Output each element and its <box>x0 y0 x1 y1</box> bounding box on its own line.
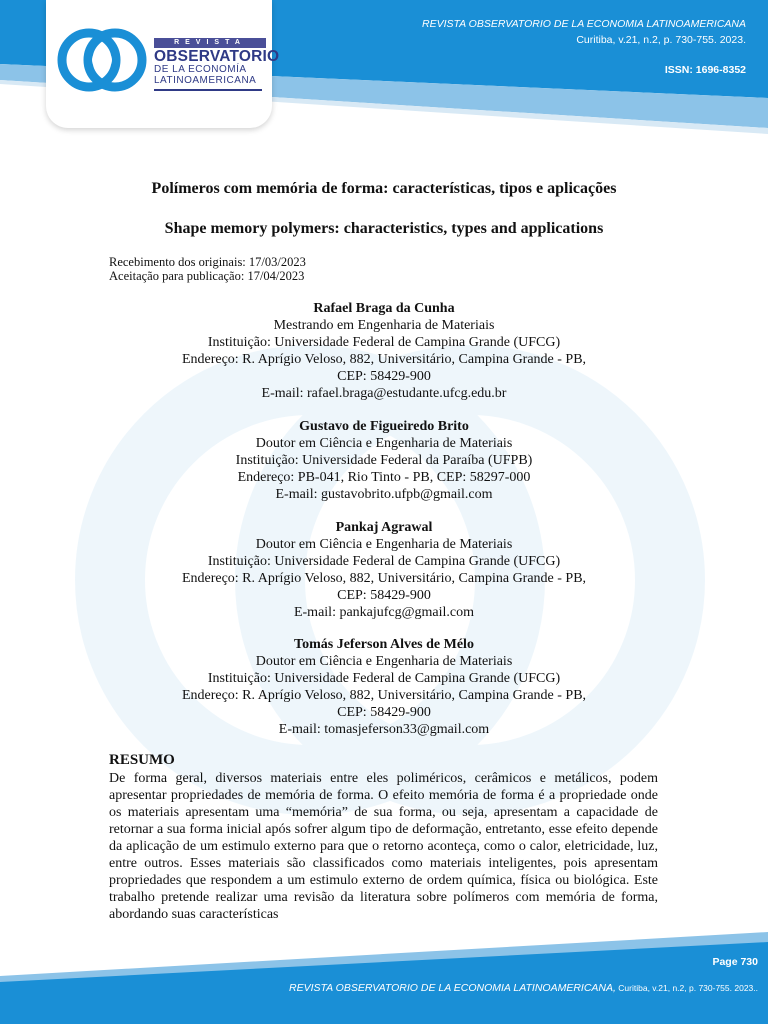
logo-line1: DE LA ECONOMÍA <box>154 64 247 75</box>
abstract-text: De forma geral, diversos materiais entre eles poliméricos, cerâmicos e metálicos, podem apresentar propriedades de memória de forma. O efeito memória de forma é a propriedade onde os materiais apresentam uma “memória” de sua forma, ou seja, apresentam a capacidade de retornar a sua forma inicial após sofrer algum tipo de deformação, entretanto, esse efeito depende da aplicação de um estimulo externo para que o retorno aconteça, como o calor, eletricidade, luz, entre outros. Esses materiais são classificados como materiais inteligentes, pois apresentam propriedades que respondem a um estimulo externo de ordem química, física ou biológica. Este trabalho pretende realizar uma revisão da literatura sobre polímeros com memória de forma, abordando suas características <box>109 771 658 922</box>
header-issn: ISSN: 1696-8352 <box>664 64 746 76</box>
header-info <box>422 16 746 76</box>
logo-revista: REVISTA <box>154 38 266 48</box>
logo-observatorio: OBSERVATORIO <box>154 48 280 65</box>
logo-rings-icon <box>56 27 148 93</box>
author-degree: Doutor em Ciência e Engenharia de Materiais <box>255 654 513 669</box>
footer-journal: REVISTA OBSERVATORIO DE LA ECONOMIA LATINOAMERICANA, <box>288 982 616 994</box>
author-email: E-mail: gustavobrito.ufpb@gmail.com <box>275 487 493 502</box>
footer-citation-detail: Curitiba, v.21, n.2, p. 730-755. 2023.. <box>615 983 758 993</box>
author-cep: CEP: 58429-900 <box>337 705 431 720</box>
author-institution: Instituição: Universidade Federal de Campina Grande (UFCG) <box>207 335 561 350</box>
journal-logo <box>46 0 280 128</box>
logo-line2: LATINOAMERICANA <box>154 74 257 86</box>
abstract-heading: RESUMO <box>109 752 175 768</box>
author-email: E-mail: rafael.braga@estudante.ufcg.edu.br <box>261 386 507 401</box>
received-date: Recebimento dos originais: 17/03/2023 <box>109 255 306 269</box>
logo-underline <box>154 89 262 91</box>
author-degree: Mestrando em Engenharia de Materiais <box>273 318 495 333</box>
author-name: Rafael Braga da Cunha <box>313 301 455 316</box>
author-block <box>0 636 768 738</box>
author-block <box>0 519 768 621</box>
footer-citation <box>289 982 758 994</box>
author-address: Endereço: R. Aprígio Veloso, 882, Universitário, Campina Grande - PB, <box>181 688 587 703</box>
author-block <box>0 300 768 402</box>
author-name: Pankaj Agrawal <box>335 520 433 535</box>
author-name: Gustavo de Figueiredo Brito <box>299 419 469 434</box>
author-institution: Instituição: Universidade Federal de Campina Grande (UFCG) <box>207 554 561 569</box>
author-institution: Instituição: Universidade Federal de Campina Grande (UFCG) <box>207 671 561 686</box>
author-institution: Instituição: Universidade Federal da Paraíba (UFPB) <box>235 453 533 468</box>
author-cep: CEP: 58429-900 <box>337 588 431 603</box>
title-english: Shape memory polymers: characteristics, types and applications <box>164 220 604 237</box>
author-block <box>0 418 768 503</box>
header-journal: REVISTA OBSERVATORIO DE LA ECONOMIA LATINOAMERICANA <box>421 18 746 30</box>
author-degree: Doutor em Ciência e Engenharia de Materiais <box>255 537 513 552</box>
author-cep: CEP: 58429-900 <box>337 369 431 384</box>
header-citation: Curitiba, v.21, n.2, p. 730-755. 2023. <box>576 34 746 46</box>
accepted-date: Aceitação para publicação: 17/04/2023 <box>109 269 305 283</box>
title-portuguese: Polímeros com memória de forma: características, tipos e aplicações <box>151 180 617 197</box>
author-email: E-mail: tomasjeferson33@gmail.com <box>278 722 490 737</box>
author-name: Tomás Jeferson Alves de Mélo <box>294 637 474 652</box>
author-address: Endereço: R. Aprígio Veloso, 882, Universitário, Campina Grande - PB, <box>181 571 587 586</box>
submission-dates <box>109 255 306 283</box>
page-number: Page 730 <box>712 956 758 968</box>
author-degree: Doutor em Ciência e Engenharia de Materiais <box>255 436 513 451</box>
author-address: Endereço: PB-041, Rio Tinto - PB, CEP: 58297-000 <box>237 470 531 485</box>
author-email: E-mail: pankajufcg@gmail.com <box>293 605 475 620</box>
author-address: Endereço: R. Aprígio Veloso, 882, Universitário, Campina Grande - PB, <box>181 352 587 367</box>
footer-band <box>0 920 768 1024</box>
